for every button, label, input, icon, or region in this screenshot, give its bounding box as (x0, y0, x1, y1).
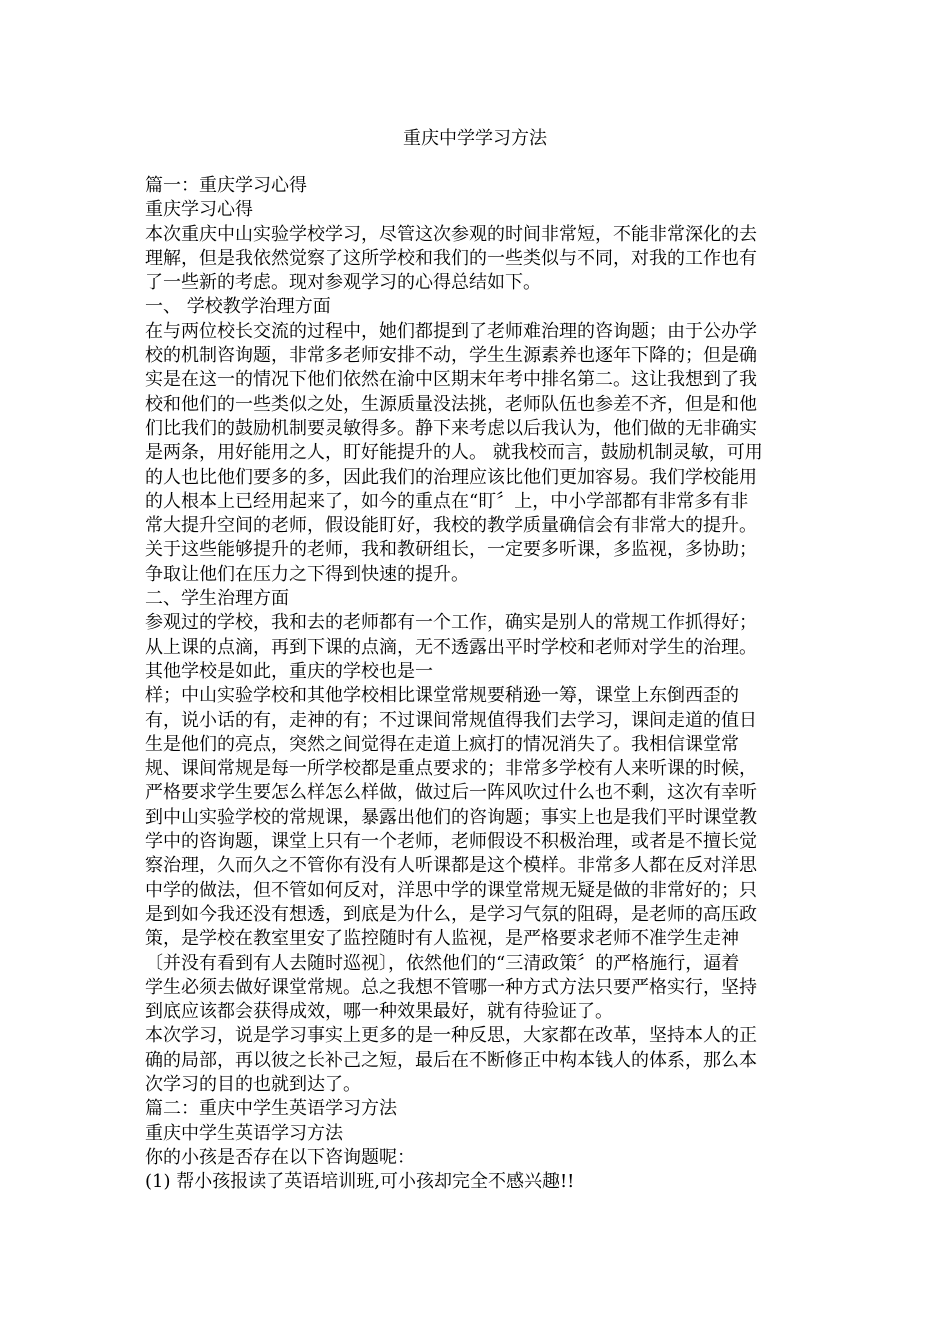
text-line: 其他学校是如此，重庆的学校也是一 (145, 660, 433, 682)
text-line: 次学习的目的也就到达了。 (145, 1073, 361, 1095)
article-title-1: 重庆学习心得 (145, 199, 253, 221)
text-line: 本次学习，说是学习事实上更多的是一种反思，大家都在改革，坚持本人的正 (145, 1025, 757, 1047)
text-line: 学生必须去做好课堂常规。总之我想不管哪一种方式方法只要严格实行，坚持 (145, 976, 757, 998)
text-line: 严格要求学生要怎么样怎么样做，做过后一阵风吹过什么也不剩，这次有幸听 (145, 782, 757, 804)
text-line: 学中的咨询题，课堂上只有一个老师，老师假设不积极治理，或者是不擅长觉 (145, 831, 757, 853)
text-line: 在与两位校长交流的过程中，她们都提到了老师难治理的咨询题；由于公办学 (145, 320, 757, 342)
text-line: 中学的做法，但不管如何反对，洋思中学的课堂常规无疑是做的非常好的；只 (145, 879, 757, 901)
text-line: 有，说小话的有，走神的有；不过课间常规值得我们去学习，课间走道的值日 (145, 709, 757, 731)
text-line: 到底应该都会获得成效，哪一种效果最好，就有待验证了。 (145, 1001, 613, 1023)
text-line: 本次重庆中山实验学校学习，尽管这次参观的时间非常短，不能非常深化的去 (145, 223, 757, 245)
list-item: (1) 帮小孩报读了英语培训班,可小孩却完全不感兴趣!! (145, 1171, 575, 1193)
article-title-2: 重庆中学生英语学习方法 (145, 1122, 343, 1144)
text-line: 〔并没有看到有人去随时巡视〕，依然他们的“三清政策〞的严格施行，逼着 (145, 952, 740, 974)
text-line: 争取让他们在压力之下得到快速的提升。 (145, 563, 469, 585)
section-heading-2: 篇二：重庆中学生英语学习方法 (145, 1098, 397, 1120)
text-line: 校和他们的一些类似之处，生源质量没法挑，老师队伍也参差不齐，但是和他 (145, 393, 757, 415)
text-line: 策，是学校在教室里安了监控随时有人监视，是严格要求老师不准学生走神 (145, 928, 739, 950)
text-line: 参观过的学校，我和去的老师都有一个工作，确实是别人的常规工作抓得好； (145, 612, 757, 634)
text-line: 生是他们的亮点，突然之间觉得在走道上疯打的情况消失了。我相信课堂常 (145, 733, 739, 755)
subheading-student-management: 二、学生治理方面 (145, 588, 289, 610)
document-title: 重庆中学学习方法 (403, 128, 547, 149)
text-line: 你的小孩是否存在以下咨询题呢： (145, 1146, 415, 1168)
text-line: 规、课间常规是每一所学校都是重点要求的；非常多学校有人来听课的时候， (145, 758, 757, 780)
subheading-school-management: 一、 学校教学治理方面 (145, 296, 331, 318)
text-line: 常大提升空间的老师，假设能盯好，我校的教学质量确信会有非常大的提升。 (145, 515, 757, 537)
text-line: 理解，但是我依然觉察了这所学校和我们的一些类似与不同，对我的工作也有 (145, 247, 757, 269)
text-line: 从上课的点滴，再到下课的点滴，无不透露出平时学校和老师对学生的治理。 (145, 636, 757, 658)
text-line: 是到如今我还没有想透，到底是为什么，是学习气氛的阻碍，是老师的高压政 (145, 903, 757, 925)
text-line: 确的局部，再以彼之长补己之短，最后在不断修正中构本钱人的体系，那么本 (145, 1049, 757, 1071)
text-line: 实是在这一的情况下他们依然在渝中区期末年考中排名第二。这让我想到了我 (145, 369, 757, 391)
text-line: 的人也比他们要多的多，因此我们的治理应该比他们更加容易。我们学校能用 (145, 466, 757, 488)
text-line: 到中山实验学校的常规课，暴露出他们的咨询题；事实上也是我们平时课堂教 (145, 806, 757, 828)
text-line: 关于这些能够提升的老师，我和教研组长，一定要多听课，多监视，多协助； (145, 539, 757, 561)
text-line: 样；中山实验学校和其他学校相比课堂常规要稍逊一筹，课堂上东倒西歪的 (145, 685, 739, 707)
text-line: 了一些新的考虑。现对参观学习的心得总结如下。 (145, 272, 541, 294)
text-line: 校的机制咨询题，非常多老师安排不动，学生生源素养也逐年下降的；但是确 (145, 345, 757, 367)
document-body (145, 174, 825, 1194)
text-line: 察治理，久而久之不管你有没有人听课都是这个模样。非常多人都在反对洋思 (145, 855, 757, 877)
text-line: 们比我们的鼓励机制要灵敏得多。静下来考虑以后我认为，他们做的无非确实 (145, 417, 757, 439)
section-heading-1: 篇一：重庆学习心得 (145, 175, 307, 196)
text-line: 的人根本上已经用起来了，如今的重点在“盯〞上，中小学部都有非常多有非 (145, 490, 749, 512)
text-line: 是两条，用好能用之人，盯好能提升的人。 就我校而言，鼓励机制灵敏，可用 (145, 442, 763, 464)
